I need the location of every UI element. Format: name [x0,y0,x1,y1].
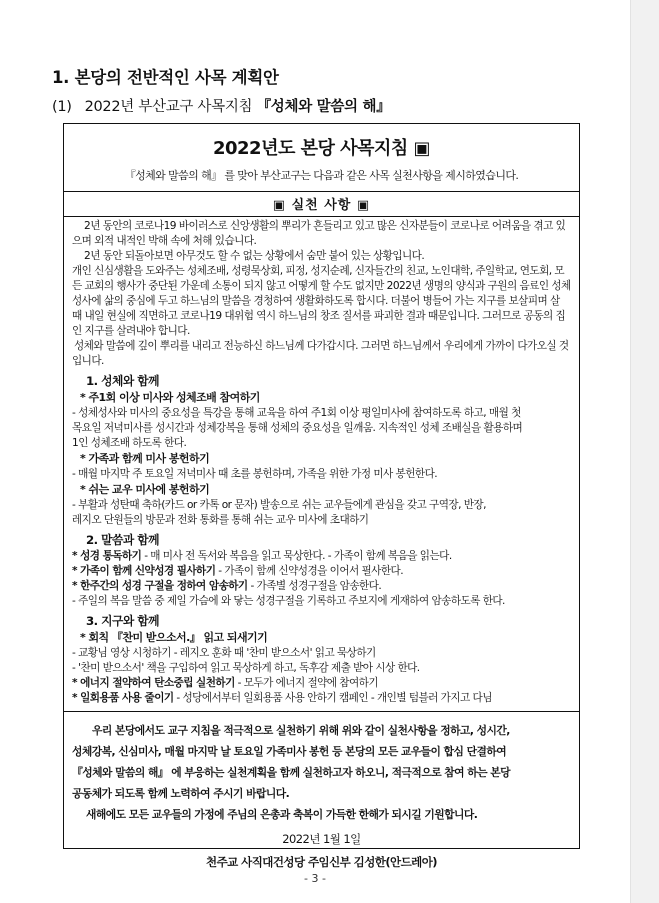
document-date: 2022년 1월 1일 [282,832,361,846]
closing-line: 새해에도 모든 교우들의 가정에 주님의 은총과 축복이 가득한 한해가 되시길 기원합니다. [86,808,478,821]
list-item: 레지오 단원들의 방문과 전화 통화를 통해 쉬는 교우 미사에 초대하기 [72,514,369,526]
list-item: - 매월 마지막 주 토요일 저녁미사 때 초를 봉헌하며, 가족을 위한 가정 미사 봉헌한다. [72,468,438,480]
list-item: * 에너지 절약하여 탄소중립 실천하기 - 모두가 에너지 절약에 참여하기 [72,677,379,689]
closing-line: 우리 본당에서도 교구 지침을 적극적으로 실천하기 위해 위와 같이 실천사항을 정하고, 성시간, [92,724,510,737]
practice-section-head: ▣ 실천 사항 ▣ [64,191,579,217]
subsection-text: 2022년 부산교구 사목지침 [84,99,253,115]
closing-line: 성체강복, 신심미사, 매월 마지막 날 토요일 가족미사 봉헌 등 본당의 모든 교우들이 합심 단결하여 [72,745,507,758]
list-item: 목요일 저녁미사를 성시간과 성체강복을 통해 성체의 중요성을 일깨움. 지속적인 성체 조배실을 활용하며 [72,422,523,434]
list-item: - 주일의 복음 말씀 중 제일 가슴에 와 닿는 성경구절을 기록하고 주보지에 게재하여 암송하도록 한다. [72,595,505,607]
paragraph: 2년 동안 되돌아보면 아무것도 할 수 없는 상황에서 숨만 붙어 있는 상황입니다. [84,250,425,262]
subitem-title: * 회칙 『찬미 받으소서.』 읽고 되새기기 [80,631,268,644]
list-item: * 가족이 함께 신약성경 필사하기 - 가족이 함께 신약성경을 이어서 필사한다. [72,565,404,577]
list-item: * 성경 통독하기 - 매 미사 전 독서와 복음을 읽고 묵상한다. - 가족이 함께 복음을 읽는다. [72,550,452,562]
subitem-title: * 주1회 이상 미사와 성체조배 참여하기 [80,391,260,404]
signature: 천주교 사직대건성당 주임신부 김성한(안드레아) [206,855,437,869]
paragraph: 성체와 말씀에 깊이 뿌리를 내리고 전능하신 하느님께 다가갑시다. 그러면 하느님께서 우리에게 가까이 다가오실 것입니다. [72,340,569,367]
section-title-word: 2. 말씀과 함께 [86,533,159,547]
subitem-title: * 쉬는 교우 미사에 봉헌하기 [80,483,210,496]
list-item: * 일회용품 사용 줄이기 - 성당에서부터 일회용품 사용 안하기 캠페인 - 개인별 텀블러 가지고 다님 [72,692,492,704]
closing-message [64,711,579,873]
list-item: * 한주간의 성경 구절을 정하여 암송하기 - 가족별 성경구절을 암송한다. [72,580,382,592]
paragraph: 개인 신심생활을 도와주는 성체조배, 성령묵상회, 피정, 성지순례, 신자들간의 친교, 노인대학, 주일학교, 연도회, 모든 교회의 행사가 중단된 가운데 소통이 되지 않고 어떻게 할 수도 없지만 2022년 생명의 양식과 구원의 음료인 성체성사에 삶의 중심에 두고 하느님의 말씀을 경청하여 생활화하도록 합시다. 더불어 병들어 가는 지구를 보살피며 살 때 내일 현실에 직면하고 코로나19 대위험 역시 하느님의 창조 질서를 파괴한 결과 때문입니다. 그러므로 공동의 집인 지구를 살려내야 합니다. [72,265,571,337]
subsection-number: (1) [52,99,72,115]
list-item: - '찬미 받으소서' 책을 구입하여 읽고 묵상하게 하고, 독후감 제출 받아 시상 한다. [72,662,420,674]
pastoral-guideline-box [63,123,580,869]
box-body [64,217,579,706]
scrollbar[interactable] [630,0,659,903]
section-title-eucharist: 1. 성체와 함께 [86,374,159,388]
section-title-earth: 3. 지구와 함께 [86,614,159,628]
list-item: 1인 성체조배 하도록 한다. [72,437,187,449]
closing-line: 공동체가 되도록 함께 노력하여 주시기 바랍니다. [72,787,290,800]
subitem-title: * 가족과 함께 미사 봉헌하기 [80,452,210,465]
list-item: - 성체성사와 미사의 중요성을 특강을 통해 교육을 하여 주1회 이상 평일미사에 참여하도록 하고, 매월 첫 [72,407,521,419]
subsection-heading [52,95,390,116]
page-number: - 3 - [304,872,326,885]
list-item: - 부활과 성탄때 축하(카드 or 카톡 or 문자) 발송으로 쉬는 교우들에게 관심을 갖고 구역장, 반장, [72,499,486,511]
closing-line: 『성체와 말씀의 해』 에 부응하는 실천계획을 함께 실천하고자 하오니, 적극적으로 참여 하는 본당 [72,766,510,779]
box-intro: 『성체와 말씀의 해』 를 맞아 부산교구는 다음과 같은 사목 실천사항을 제시하였습니다. [124,169,519,182]
box-title: 2022년도 본당 사목지침 ▣ [212,138,430,159]
list-item: - 교황님 영상 시청하기 - 레지오 훈화 때 '찬미 받으소서' 읽고 묵상하기 [72,647,376,659]
section-heading: 1. 본당의 전반적인 사목 계획안 [52,68,279,87]
paragraph: 2년 동안의 코로나19 바이러스로 신앙생활의 뿌리가 흔들리고 있고 많은 신자분들이 코로나로 어려움을 겪고 있으며 외적 내적인 박해 속에 처해 있습니다. [72,220,566,247]
subsection-emphasis: 『성체와 말씀의 해』 [256,99,391,115]
